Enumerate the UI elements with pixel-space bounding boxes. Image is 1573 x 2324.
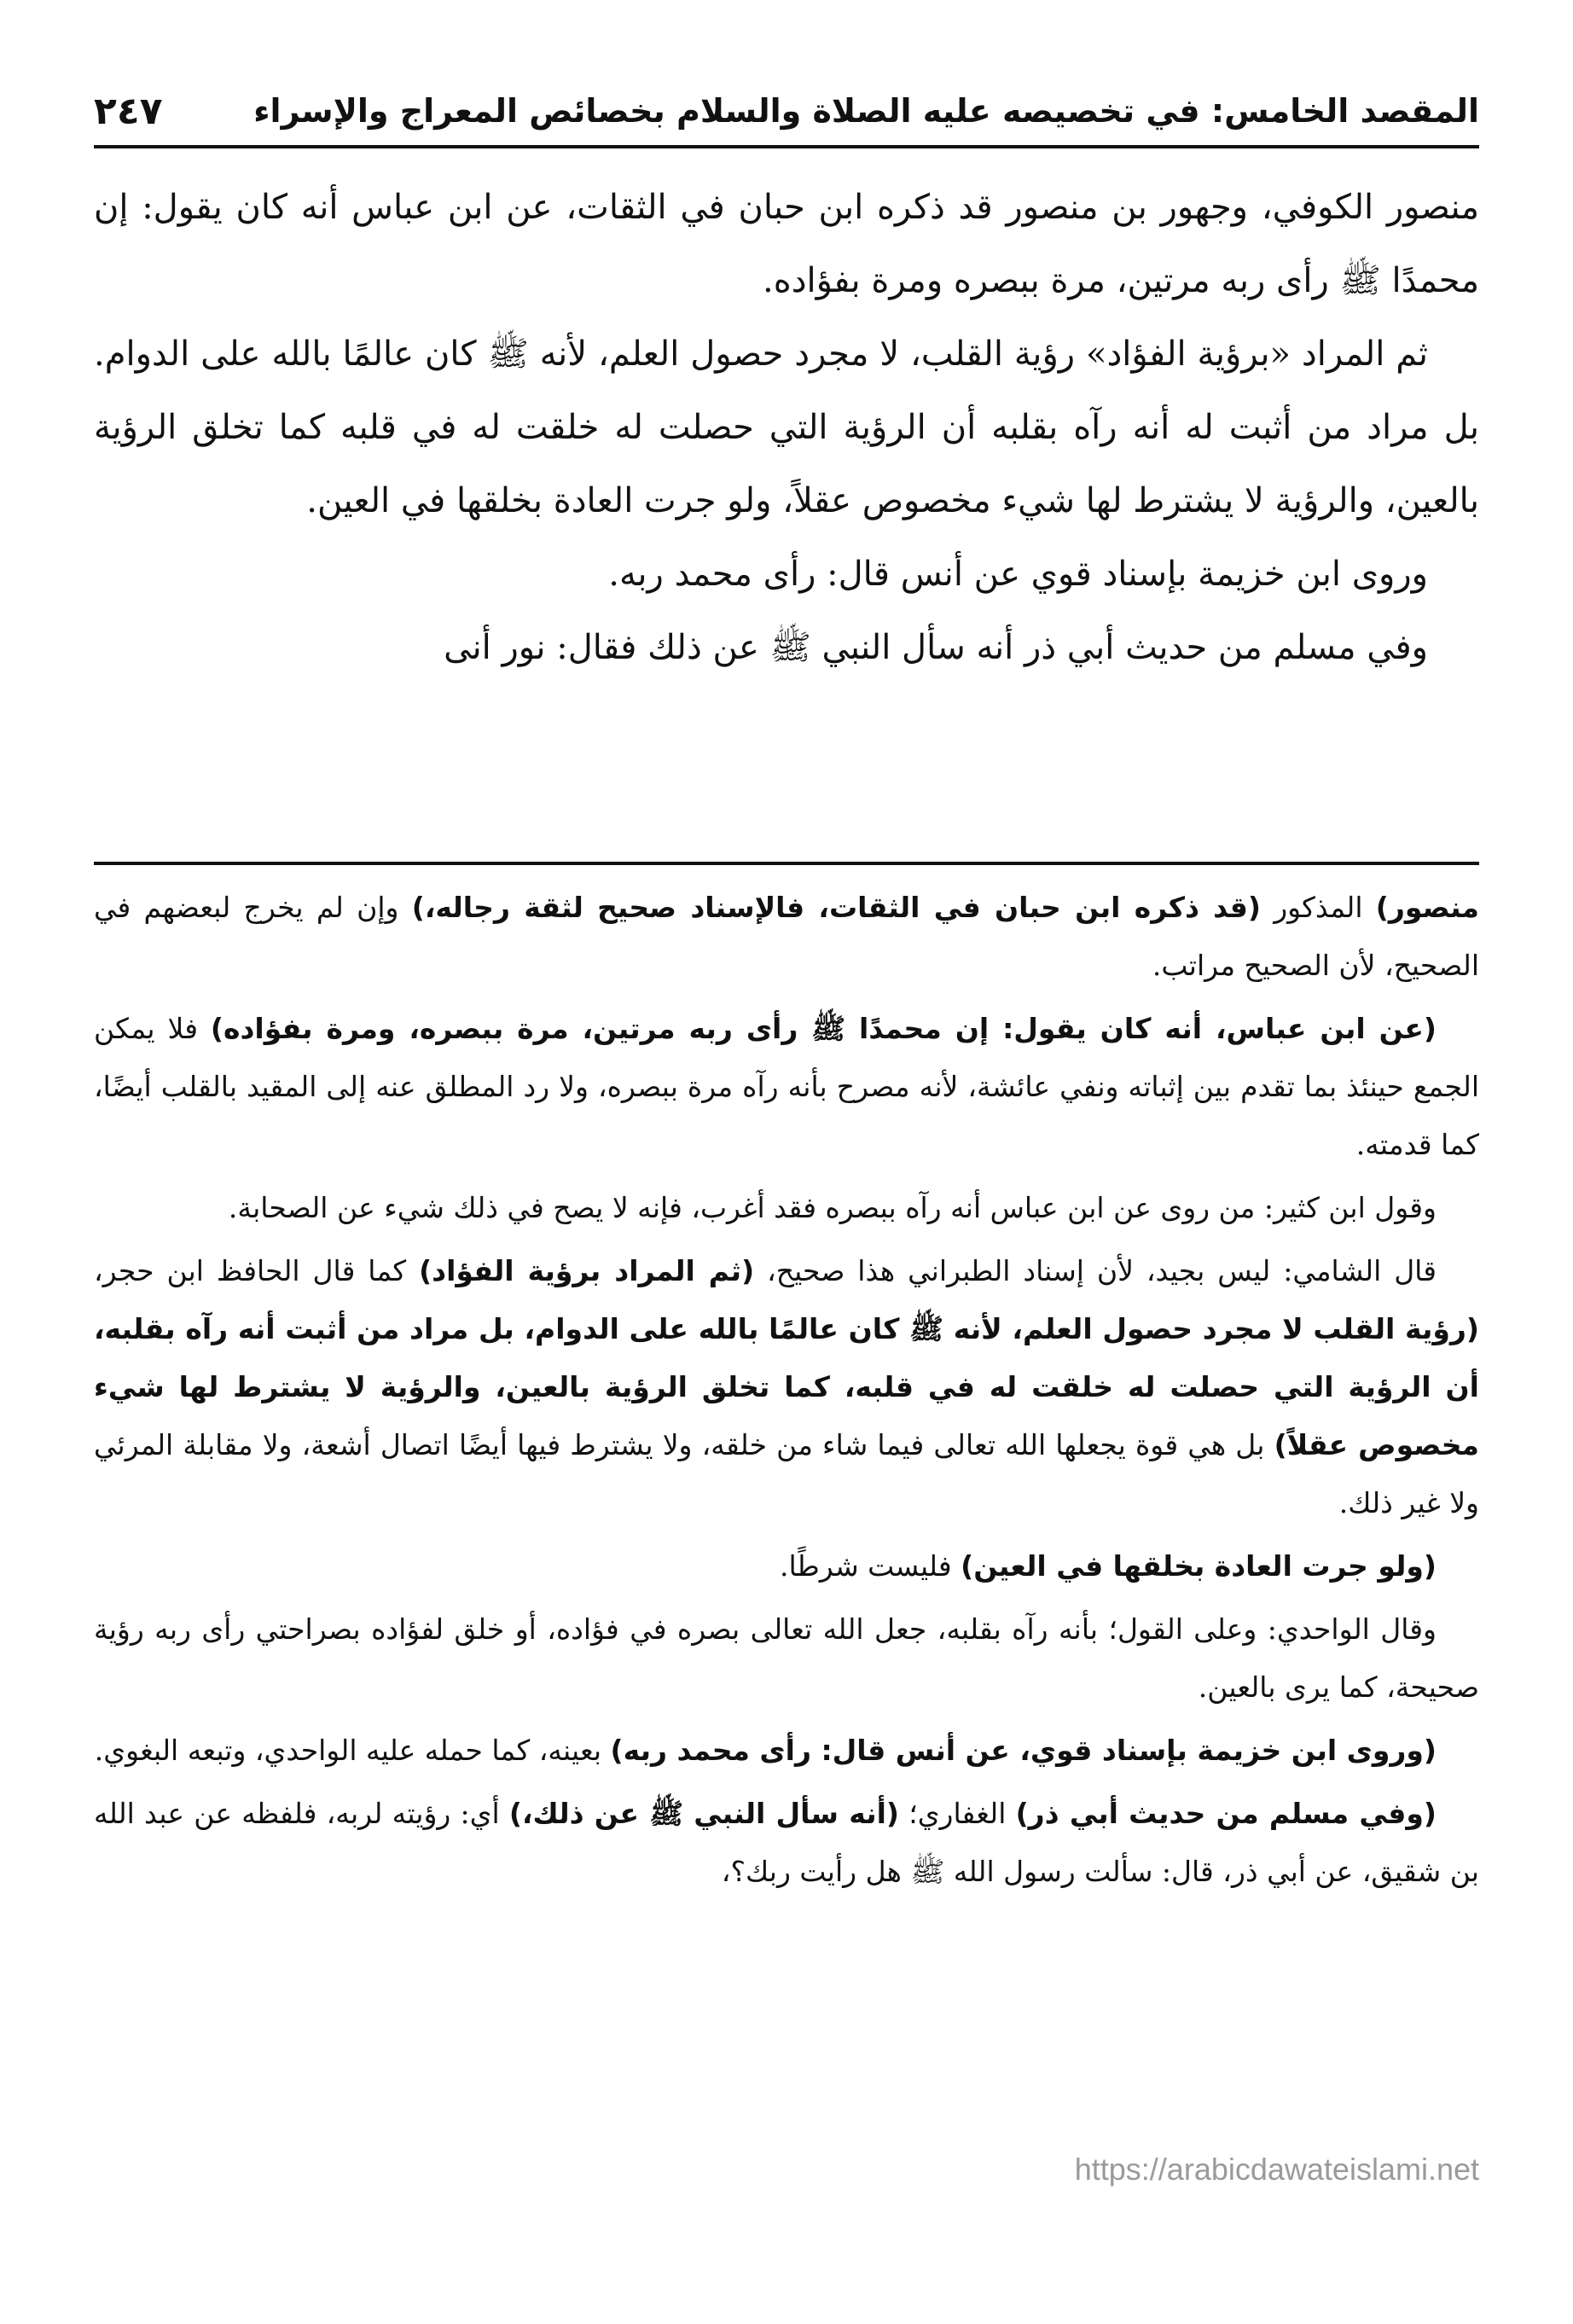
chapter-title: المقصد الخامس: في تخصيصه عليه الصلاة والسلام بخصائص المعراج والإسراء — [253, 92, 1479, 130]
commentary-paragraph — [94, 1242, 1479, 1532]
commentary-text: فليست شرطًا. — [779, 1549, 961, 1583]
commentary-text: وإن لم يخرج لبعضهم في الصحيح، لأن الصحيح مراتب. — [94, 891, 1479, 982]
commentary-paragraph — [94, 1785, 1479, 1901]
commentary-paragraph — [94, 1179, 1479, 1237]
quoted-text: (وروى ابن خزيمة بإسناد قوي، عن أنس قال: رأى محمد ربه) — [610, 1734, 1437, 1767]
quoted-text: (رؤية القلب لا مجرد حصول العلم، لأنه ﷺ كان عالمًا بالله على الدوام، بل مراد من أثبت أنه رآه بقلبه، أن الرؤية التي حصلت له خلقت له في قلبه، كما تخلق الرؤية بالعين، والرؤية لا يشترط لها شيء مخصوص عقلاً) — [94, 1312, 1479, 1461]
commentary-paragraph — [94, 1722, 1479, 1780]
quoted-text: (ولو جرت العادة بخلقها في العين) — [961, 1549, 1437, 1583]
quoted-text: (وفي مسلم من حديث أبي ذر) — [1015, 1797, 1437, 1830]
commentary-paragraph — [94, 879, 1479, 995]
main-paragraph: ثم المراد «برؤية الفؤاد» رؤية القلب، لا مجرد حصول العلم، لأنه ﷺ كان عالمًا بالله على الدوام. بل مراد من أثبت له أنه رآه بقلبه أن الرؤية التي حصلت له خلقت له في قلبه كما تخلق الرؤية بالعين، والرؤية لا يشترط لها شيء مخصوص عقلاً، ولو جرت العادة بخلقها في العين. — [94, 334, 1479, 520]
watermark-url: https://arabicdawateislami.net — [1074, 2152, 1479, 2187]
commentary-text: بل هي قوة يجعلها الله تعالى فيما شاء من خلقه، ولا يشترط فيها أيضًا اتصال أشعة، ولا مقابلة المرئي ولا غير ذلك. — [94, 1428, 1479, 1519]
running-header — [94, 81, 1479, 141]
main-paragraph: وروى ابن خزيمة بإسناد قوي عن أنس قال: رأى محمد ربه. — [608, 555, 1428, 594]
footnote-divider — [94, 862, 1479, 865]
commentary-text: الغفاري؛ — [899, 1797, 1016, 1830]
main-paragraph: منصور الكوفي، وجهور بن منصور قد ذكره ابن حبان في الثقات، عن ابن عباس أنه كان يقول: إن محمدًا ﷺ رأى ربه مرتين، مرة ببصره ومرة بفؤاده. — [94, 188, 1479, 300]
header-divider — [94, 145, 1479, 148]
quoted-text: (عن ابن عباس، أنه كان يقول: إن محمدًا ﷺ رأى ربه مرتين، مرة ببصره، ومرة بفؤاده) — [210, 1012, 1437, 1045]
quoted-text: (ثم المراد برؤية الفؤاد) — [419, 1254, 755, 1287]
commentary-text: المذكور — [1260, 891, 1376, 924]
main-text — [94, 171, 1479, 684]
commentary — [94, 879, 1479, 1906]
commentary-text: كما قال الحافظ ابن حجر، — [94, 1254, 420, 1287]
commentary-paragraph — [94, 1537, 1479, 1595]
commentary-text: فلا يمكن الجمع حينئذ بما تقدم بين إثباته ونفي عائشة، لأنه مصرح بأنه رآه مرة ببصره، ولا رد المطلق عنه إلى المقيد بالقلب أيضًا، كما قدمته. — [94, 1012, 1479, 1161]
commentary-paragraph — [94, 1601, 1479, 1717]
commentary-text: بعينه، كما حمله عليه الواحدي، وتبعه البغوي. — [94, 1734, 611, 1767]
page-number: ٢٤٧ — [94, 89, 163, 133]
commentary-text: وقول ابن كثير: من روى عن ابن عباس أنه رآه ببصره فقد أغرب، فإنه لا يصح في ذلك شيء عن الصحابة. — [228, 1191, 1437, 1224]
commentary-paragraph — [94, 1000, 1479, 1174]
main-paragraph: وفي مسلم من حديث أبي ذر أنه سأل النبي ﷺ عن ذلك فقال: نور أنى — [444, 628, 1428, 667]
commentary-text: قال الشامي: ليس بجيد، لأن إسناد الطبراني هذا صحيح، — [754, 1254, 1437, 1287]
commentary-text: وقال الواحدي: وعلى القول؛ بأنه رآه بقلبه، جعل الله تعالى بصره في فؤاده، أو خلق لفؤاده بصراحتي رأى ربه رؤية صحيحة، كما يرى بالعين. — [94, 1612, 1479, 1704]
quoted-text: (قد ذكره ابن حبان في الثقات، فالإسناد صحيح لثقة رجاله،) — [411, 891, 1261, 924]
commentary-text: أي: رؤيته لربه، فلفظه عن عبد الله بن شقيق، عن أبي ذر، قال: سألت رسول الله ﷺ هل رأيت ربك؟، — [94, 1797, 1479, 1888]
quoted-text: منصور) — [1375, 891, 1479, 924]
quoted-text: (أنه سأل النبي ﷺ عن ذلك،) — [508, 1797, 900, 1830]
